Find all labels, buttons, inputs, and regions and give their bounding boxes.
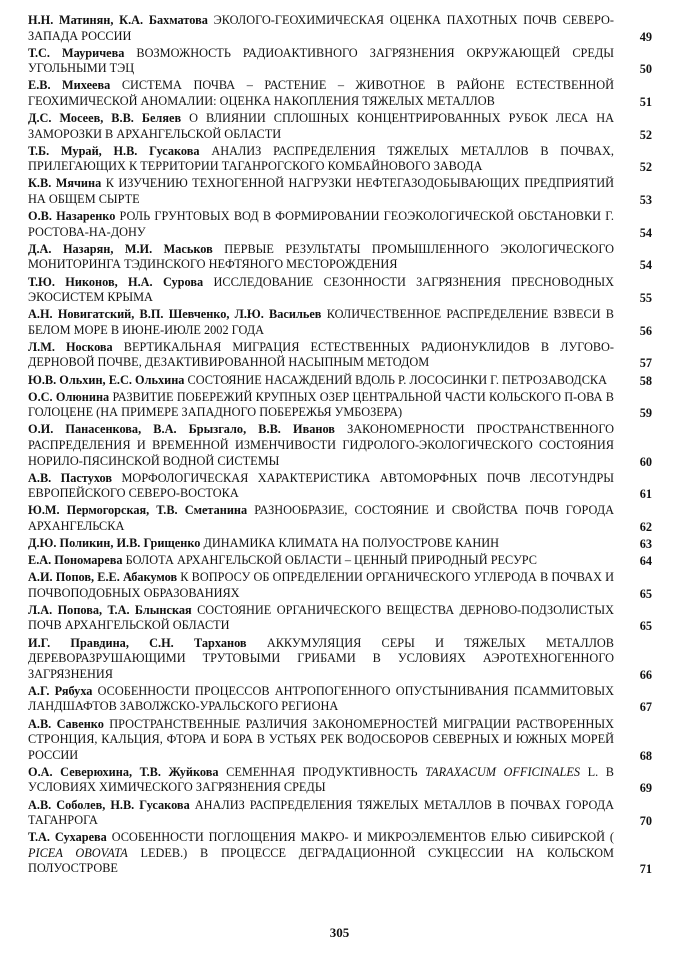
entry-page: 70: [639, 814, 652, 829]
entry-title: СЕМЕННАЯ ПРОДУКТИВНОСТЬ: [226, 764, 418, 779]
toc-entry[interactable]: [28, 765, 652, 796]
entry-authors: А.Н. Новигатский, В.П. Шевченко, Л.Ю. Васильев: [28, 307, 322, 322]
entry-title: К ИЗУЧЕНИЮ ТЕХНОГЕННОЙ НАГРУЗКИ НЕФТЕГАЗОДОБЫВАЮЩИХ ПРЕДПРИЯТИЙ НА ОБЩЕМ СЫРТЕ: [28, 176, 615, 207]
entry-title: ПЕРВЫЕ РЕЗУЛЬТАТЫ ПРОМЫШЛЕННОГО ЭКОЛОГИЧЕСКОГО МОНИТОРИНГА ТЭДИНСКОГО НЕФТЯНОГО МЕСТОРОЖДЕНИЯ: [28, 241, 615, 272]
toc-entry[interactable]: [28, 636, 652, 683]
entry-authors: А.И. Попов, Е.Е. Абакумов: [28, 570, 178, 585]
toc-entry[interactable]: [28, 830, 652, 877]
toc-entry[interactable]: [28, 684, 652, 715]
toc-entry[interactable]: [28, 553, 652, 569]
entry-title: РОЛЬ ГРУНТОВЫХ ВОД В ФОРМИРОВАНИИ ГЕОЭКОЛОГИЧЕСКОЙ ОБСТАНОВКИ Г. РОСТОВА-НА-ДОНУ: [28, 209, 615, 239]
entry-authors: Ю.М. Пермогорская, Т.В. Сметанина: [28, 503, 248, 518]
entry-authors: Л.А. Попова, Т.А. Блынская: [28, 602, 192, 617]
entry-authors: Т.А. Сухарева: [28, 830, 107, 845]
entry-title: АНАЛИЗ РАСПРЕДЕЛЕНИЯ ТЯЖЕЛЫХ МЕТАЛЛОВ В ПОЧВАХ ГОРОДА ТАГАНРОГА: [28, 797, 614, 828]
toc-entry[interactable]: [28, 373, 652, 389]
toc-entry[interactable]: [28, 209, 652, 240]
entry-authors: О.В. Назаренко: [28, 209, 116, 224]
entry-authors: Т.С. Мауричева: [28, 45, 125, 60]
entry-page: 49: [639, 29, 652, 44]
toc-entry[interactable]: [28, 717, 652, 764]
entry-authors: О.И. Панасенкова, В.А. Брызгало, В.В. Иванов: [28, 422, 335, 437]
entry-page: 66: [639, 667, 652, 682]
entry-title: ЗАКОНОМЕРНОСТИ ПРОСТРАНСТВЕННОГО РАСПРЕДЕЛЕНИЯ И ВРЕМЕННОЙ ИЗМЕНЧИВОСТИ ГИДРОЛОГО-ЭКОЛОГИЧЕСКОГО СОСТОЯНИЯ НОРИЛО-ПЯСИНСКОЙ ВОДНОЙ СИСТЕМЫ: [28, 422, 614, 468]
entry-title-italic: PICEA OBOVATA: [28, 845, 128, 860]
entry-authors: А.Г. Рябуха: [28, 683, 93, 698]
table-of-contents: [28, 13, 652, 878]
page-number: 305: [329, 925, 350, 940]
entry-authors: Т.Ю. Никонов, Н.А. Сурова: [28, 274, 204, 289]
entry-authors: Д.Ю. Поликин, И.В. Грищенко: [28, 536, 201, 550]
toc-entry[interactable]: [28, 275, 652, 306]
entry-authors: А.В. Пастухов: [28, 470, 113, 485]
toc-entry[interactable]: [28, 340, 652, 371]
entry-page: 50: [639, 62, 652, 77]
entry-page: 61: [639, 487, 652, 502]
entry-page: 62: [639, 519, 652, 534]
entry-page: 55: [639, 291, 652, 306]
entry-page: 67: [639, 700, 652, 715]
entry-authors: Т.Б. Мурай, Н.В. Гусакова: [28, 143, 200, 158]
entry-authors: А.В. Соболев, Н.В. Гусакова: [28, 797, 190, 812]
entry-page: 52: [639, 127, 652, 142]
entry-authors: К.В. Мячина: [28, 176, 102, 191]
entry-page: 64: [639, 554, 652, 569]
toc-entry[interactable]: [28, 603, 652, 634]
entry-page: 54: [639, 225, 652, 240]
entry-title-italic: TARAXACUM OFFICINALES: [425, 764, 581, 779]
entry-page: 69: [639, 781, 652, 796]
toc-entry[interactable]: [28, 78, 652, 109]
entry-authors: Д.С. Мосеев, В.В. Беляев: [28, 111, 182, 126]
toc-entry[interactable]: [28, 111, 652, 142]
entry-authors: А.В. Савенко: [28, 716, 104, 731]
entry-authors: И.Г. Правдина, С.Н. Тарханов: [28, 635, 247, 650]
toc-entry[interactable]: [28, 570, 652, 601]
entry-title: ВОЗМОЖНОСТЬ РАДИОАКТИВНОГО ЗАГРЯЗНЕНИЯ ОКРУЖАЮЩЕЙ СРЕДЫ УГОЛЬНЫМИ ТЭЦ: [28, 45, 614, 76]
entry-title: ОСОБЕННОСТИ ПРОЦЕССОВ АНТРОПОГЕННОГО ОПУСТЫНИВАНИЯ ПСАММИТОВЫХ ЛАНДШАФТОВ ЗАВОЛЖСКО-УРАЛЬСКОГО РЕГИОНА: [28, 683, 614, 714]
entry-page: 57: [639, 356, 652, 371]
entry-page: 51: [639, 94, 652, 109]
toc-entry[interactable]: [28, 307, 652, 338]
entry-authors: Н.Н. Матинян, К.А. Бахматова: [28, 13, 208, 27]
entry-title: АНАЛИЗ РАСПРЕДЕЛЕНИЯ ТЯЖЕЛЫХ МЕТАЛЛОВ В ПОЧВАХ, ПРИЛЕГАЮЩИХ К ТЕРРИТОРИИ ТАГАНРОГСКОГО КОМБАЙНОВОГО ЗАВОДА: [28, 143, 615, 174]
entry-page: 65: [639, 619, 652, 634]
toc-entry[interactable]: [28, 144, 652, 175]
entry-page: 71: [639, 862, 652, 877]
entry-title: КОЛИЧЕСТВЕННОЕ РАСПРЕДЕЛЕНИЕ ВЗВЕСИ В БЕЛОМ МОРЕ В ИЮНЕ-ИЮЛЕ 2002 ГОДА: [28, 307, 615, 337]
entry-page: 60: [639, 454, 652, 469]
entry-authors: Е.В. Михеева: [28, 78, 111, 93]
toc-entry[interactable]: [28, 503, 652, 534]
entry-title: ОСОБЕННОСТИ ПОГЛОЩЕНИЯ МАКРО- И МИКРОЭЛЕМЕНТОВ ЕЛЬЮ СИБИРСКОЙ (: [111, 830, 614, 845]
toc-entry[interactable]: [28, 176, 652, 207]
toc-entry[interactable]: [28, 536, 652, 552]
entry-page: 59: [639, 406, 652, 421]
entry-title: РАЗНООБРАЗИЕ, СОСТОЯНИЕ И СВОЙСТВА ПОЧВ ГОРОДА АРХАНГЕЛЬСКА: [28, 503, 615, 533]
entry-title-tail: L. В УСЛОВИЯХ ХИМИЧЕСКОГО ЗАГРЯЗНЕНИЯ СРЕДЫ: [28, 764, 615, 795]
entry-authors: О.С. Олюнина: [28, 389, 110, 404]
toc-entry[interactable]: [28, 242, 652, 273]
entry-page: 58: [639, 373, 652, 388]
entry-title: МОРФОЛОГИЧЕСКАЯ ХАРАКТЕРИСТИКА АВТОМОРФНЫХ ПОЧВ ЛЕСОТУНДРЫ ЕВРОПЕЙСКОГО СЕВЕРО-ВОСТОКА: [28, 470, 615, 501]
entry-page: 68: [639, 748, 652, 763]
entry-authors: Ю.В. Ольхин, Е.С. Ольхина: [28, 372, 185, 387]
toc-entry[interactable]: [28, 471, 652, 502]
entry-title: СОСТОЯНИЕ НАСАЖДЕНИЙ ВДОЛЬ Р. ЛОСОСИНКИ Г. ПЕТРОЗАВОДСКА: [187, 372, 607, 387]
entry-title: РАЗВИТИЕ ПОБЕРЕЖИЙ КРУПНЫХ ОЗЕР ЦЕНТРАЛЬНОЙ ЧАСТИ КОЛЬСКОГО П-ОВА В ГОЛОЦЕНЕ (НА ПРИМЕРЕ ЗАПАДНОГО ПОБЕРЕЖЬЯ УМБОЗЕРА): [28, 389, 614, 420]
entry-page: 53: [639, 193, 652, 208]
entry-title: СИСТЕМА ПОЧВА – РАСТЕНИЕ – ЖИВОТНОЕ В РАЙОНЕ ЕСТЕСТВЕННОЙ ГЕОХИМИЧЕСКОЙ АНОМАЛИИ: ОЦЕНКА НАКОПЛЕНИЯ ТЯЖЕЛЫХ МЕТАЛЛОВ: [28, 78, 614, 108]
entry-title-tail: LEDEB.) В ПРОЦЕССЕ ДЕГРАДАЦИОННОЙ СУКЦЕССИИ НА КОЛЬСКОМ ПОЛУОСТРОВЕ: [28, 845, 614, 876]
entry-title: СОСТОЯНИЕ ОРГАНИЧЕСКОГО ВЕЩЕСТВА ДЕРНОВО-ПОДЗОЛИСТЫХ ПОЧВ АРХАНГЕЛЬСКОЙ ОБЛАСТИ: [28, 602, 614, 633]
entry-page: 56: [639, 323, 652, 338]
entry-page: 63: [639, 537, 652, 551]
entry-title: ДИНАМИКА КЛИМАТА НА ПОЛУОСТРОВЕ КАНИН: [203, 536, 500, 550]
entry-page: 52: [639, 160, 652, 175]
toc-entry[interactable]: [28, 422, 652, 469]
entry-title: ИССЛЕДОВАНИЕ СЕЗОННОСТИ ЗАГРЯЗНЕНИЯ ПРЕСНОВОДНЫХ ЭКОСИСТЕМ КРЫМА: [28, 274, 614, 305]
toc-entry[interactable]: [28, 390, 652, 421]
entry-title: ЭКОЛОГО-ГЕОХИМИЧЕСКАЯ ОЦЕНКА ПАХОТНЫХ ПОЧВ СЕВЕРО-ЗАПАДА РОССИИ: [28, 13, 614, 43]
entry-authors: О.А. Северюхина, Т.В. Жуйкова: [28, 764, 219, 779]
entry-authors: Л.М. Носкова: [28, 339, 113, 354]
entry-title: БОЛОТА АРХАНГЕЛЬСКОЙ ОБЛАСТИ – ЦЕННЫЙ ПРИРОДНЫЙ РЕСУРС: [125, 553, 537, 568]
entry-title: ПРОСТРАНСТВЕННЫЕ РАЗЛИЧИЯ ЗАКОНОМЕРНОСТЕЙ МИГРАЦИИ РАСТВОРЕННЫХ СТРОНЦИЯ, КАЛЬЦИЯ, ФТОРА И БОРА В УСТЬЯХ РЕК ВОДОСБОРОВ СЕВЕРНЫХ И ЮЖНЫХ МОРЕЙ РОССИИ: [28, 716, 615, 762]
entry-page: 54: [639, 258, 652, 273]
entry-title: ВЕРТИКАЛЬНАЯ МИГРАЦИЯ ЕСТЕСТВЕННЫХ РАДИОНУКЛИДОВ В ЛУГОВО-ДЕРНОВОЙ ПОЧВЕ, ДЕЗАКТИВИРОВАННОЙ НАСЫПНЫМ МЕТОДОМ: [28, 339, 615, 370]
toc-entry[interactable]: [28, 46, 652, 77]
entry-authors: Е.А. Пономарева: [28, 553, 123, 568]
entry-title: К ВОПРОСУ ОБ ОПРЕДЕЛЕНИИ ОРГАНИЧЕСКОГО УГЛЕРОДА В ПОЧВАХ И ПОЧВОПОДОБНЫХ ОБРАЗОВАНИЯХ: [28, 570, 614, 600]
toc-entry[interactable]: [28, 798, 652, 829]
entry-page: 65: [639, 586, 652, 601]
entry-title: О ВЛИЯНИИ СПЛОШНЫХ КОНЦЕНТРИРОВАННЫХ РУБОК ЛЕСА НА ЗАМОРОЗКИ В АРХАНГЕЛЬСКОЙ ОБЛАСТИ: [28, 111, 614, 141]
toc-entry[interactable]: [28, 13, 652, 44]
entry-title: АККУМУЛЯЦИЯ СЕРЫ И ТЯЖЕЛЫХ МЕТАЛЛОВ ДЕРЕВОРАЗРУШАЮЩИМИ ТРУТОВЫМИ ГРИБАМИ В УСЛОВИЯХ АЭРОТЕХНОГЕННОГО ЗАГРЯЗНЕНИЯ: [28, 635, 614, 681]
entry-authors: Д.А. Назарян, М.И. Маськов: [28, 241, 213, 256]
